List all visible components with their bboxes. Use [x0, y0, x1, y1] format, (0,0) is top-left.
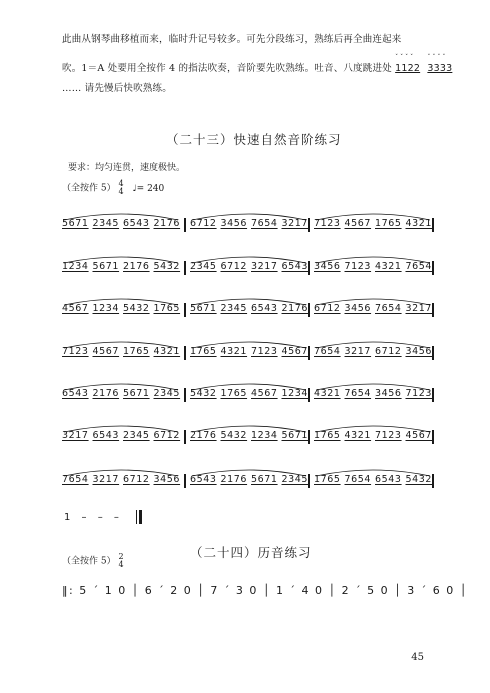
ex23-title: （二十三）快速自然音阶练习 [166, 132, 342, 147]
intro-line-2-text: 吹。1＝A 处要用全按作 4 的指法吹奏，音阶要先吹熟练。吐音、八度跳进处 [62, 63, 392, 74]
ex23-row [60, 295, 433, 335]
note-group: 2345 [123, 430, 150, 441]
note-group: 6712 [123, 474, 150, 485]
note-group: 5432 [123, 303, 150, 314]
barline [184, 346, 186, 360]
note-group: 6543 [375, 474, 402, 485]
barline [308, 303, 310, 317]
note-group: 4321 [405, 218, 433, 229]
note-group: 5671 [251, 474, 278, 485]
note-group: 1765 [220, 388, 248, 399]
ex23-row [60, 380, 433, 420]
barline [432, 346, 434, 360]
barline [432, 303, 434, 317]
note-group: 6543 [251, 303, 278, 314]
slur-arc [190, 422, 308, 436]
note-group: 1234 [251, 430, 278, 441]
note-group: 7123 [62, 346, 89, 357]
barline [184, 303, 186, 317]
note-group: 6543 [62, 388, 89, 399]
note-group: 5671 [62, 218, 89, 229]
slur-arc [190, 253, 308, 267]
barline [184, 430, 186, 444]
intro-example-2: 3333 [427, 63, 453, 74]
note-group: 7123 [344, 261, 372, 272]
note-group: 6712 [375, 346, 402, 357]
barline [308, 388, 310, 402]
ex23-tempo: ♩= 240 [132, 183, 165, 194]
note-group: 3456 [314, 261, 341, 272]
ex24-meter-bottom: 4 [118, 560, 124, 569]
ex23-meter-top: 4 [118, 179, 124, 188]
note-group: 4567 [251, 388, 278, 399]
slur-arc [190, 338, 308, 352]
barline [184, 474, 186, 488]
note-group: 1765 [190, 346, 217, 357]
note-group: 3217 [281, 218, 309, 229]
ex23-key: （全按作 5） [62, 183, 116, 194]
slur-arc [314, 253, 432, 267]
note-group: 6543 [281, 261, 309, 272]
ex24-meter-top: 2 [118, 552, 124, 561]
barline [308, 261, 310, 275]
ex23-row [60, 466, 433, 506]
note-group: 2176 [220, 474, 248, 485]
note-group: 7654 [405, 261, 433, 272]
note-group: 5432 [190, 388, 217, 399]
note-group: 2176 [123, 261, 150, 272]
note-group: 1234 [281, 388, 309, 399]
slur-arc [62, 338, 180, 352]
note-group: 3217 [251, 261, 278, 272]
note-group: 4567 [281, 346, 309, 357]
slur-arc [62, 253, 180, 267]
note-group: 7123 [375, 430, 402, 441]
intro-example-1: 1122 [395, 63, 421, 74]
note-group: 4321 [314, 388, 341, 399]
note-group: 1765 [314, 474, 341, 485]
ex24-meter [118, 553, 123, 569]
barline [308, 218, 310, 232]
slur-arc [314, 380, 432, 394]
barline [432, 261, 434, 275]
ex23-meter [118, 180, 123, 196]
note-group: 4567 [344, 218, 372, 229]
note-group: 2176 [92, 388, 120, 399]
barline [432, 430, 434, 444]
note-group: 7123 [405, 388, 433, 399]
note-group: 1765 [314, 430, 341, 441]
barline [308, 474, 310, 488]
note-group: 3217 [344, 346, 372, 357]
note-group: 3456 [153, 474, 181, 485]
note-group: 4321 [220, 346, 248, 357]
barline [432, 218, 434, 232]
slur-arc [62, 466, 180, 480]
slur-arc [62, 422, 180, 436]
note-group: 4567 [92, 346, 120, 357]
note-group: 1765 [153, 303, 181, 314]
note-group: 2345 [92, 218, 120, 229]
note-group: 1234 [92, 303, 120, 314]
barline [184, 388, 186, 402]
ex24-header [62, 553, 124, 569]
note-group: 2345 [281, 474, 309, 485]
note-group: 7654 [62, 474, 89, 485]
barline [184, 261, 186, 275]
intro-line-3: …… 请先慢后快吹熟练。 [62, 83, 172, 94]
slur-arc [62, 380, 180, 394]
note-group: 6543 [123, 218, 150, 229]
note-group: 3456 [344, 303, 372, 314]
note-group: 6712 [190, 218, 217, 229]
note-group: 7654 [251, 218, 278, 229]
note-group: 1765 [123, 346, 150, 357]
ex23-ending [64, 510, 142, 524]
ex24-line: ‖: 5 ˊ 1 0 │ 6 ˊ 2 0 │ 7 ˊ 3 0 │ 1 ˊ 4 0 │ 2 ˊ 5 0 │ 3 ˊ 6 0 │ [62, 584, 468, 597]
slur-arc [314, 422, 432, 436]
ex24-title: （二十四）历音练习 [190, 545, 312, 560]
page-number: 45 [411, 652, 424, 663]
note-group: 5671 [281, 430, 309, 441]
intro-line-2: 吹。1＝A 处要用全按作 4 的指法吹奏，音阶要先吹熟练。吐音、八度跳进处 ˇˇˇˇ 1122 ˇˇˇˇ 3333 [62, 54, 453, 74]
note-group: 1234 [62, 261, 89, 272]
barline [308, 430, 310, 444]
note-group: 3456 [405, 346, 433, 357]
note-group: 1765 [375, 218, 402, 229]
ex23-meter-bottom: 4 [118, 187, 124, 196]
slur-arc [314, 210, 432, 224]
note-group: 6712 [314, 303, 341, 314]
note-group: 7654 [314, 346, 341, 357]
note-group: 5671 [92, 261, 120, 272]
slur-arc [314, 338, 432, 352]
slur-arc [190, 380, 308, 394]
ex24-key: （全按作 5） [62, 556, 116, 567]
ex23-row [60, 338, 433, 378]
ex23-header [62, 180, 164, 196]
barline [184, 218, 186, 232]
ex23-requirement: 要求：均匀连贯，速度极快。 [68, 163, 186, 173]
note-group: 3456 [220, 218, 248, 229]
note-group: 3217 [62, 430, 89, 441]
slur-arc [62, 295, 180, 309]
note-group: 6543 [190, 474, 217, 485]
barline [308, 346, 310, 360]
note-group: 7123 [314, 218, 341, 229]
ex23-ending-notes: 1 – – – [64, 512, 123, 523]
note-group: 4321 [153, 346, 181, 357]
note-group: 7654 [344, 388, 372, 399]
note-group: 3217 [405, 303, 433, 314]
note-group: 4321 [344, 430, 372, 441]
note-group: 6712 [220, 261, 248, 272]
ex23-row [60, 210, 433, 250]
note-group: 2176 [281, 303, 309, 314]
intro-line-1: 此曲从钢琴曲移植而来，临时升记号较多。可先分段练习，熟练后再全曲连起来 [62, 34, 402, 45]
note-group: 6712 [153, 430, 181, 441]
note-group: 6543 [92, 430, 120, 441]
note-group: 4567 [62, 303, 89, 314]
barline [432, 388, 434, 402]
ex23-row [60, 422, 433, 462]
note-group: 3456 [375, 388, 402, 399]
note-group: 2345 [153, 388, 181, 399]
slur-arc [190, 466, 308, 480]
note-group: 5671 [123, 388, 150, 399]
note-group: 5432 [220, 430, 248, 441]
ex23-row [60, 253, 433, 293]
note-group: 2345 [220, 303, 248, 314]
note-group: 7654 [344, 474, 372, 485]
slur-arc [314, 295, 432, 309]
slur-arc [62, 210, 180, 224]
slur-arc [190, 210, 308, 224]
note-group: 5432 [153, 261, 181, 272]
note-group: 5671 [190, 303, 217, 314]
barline [432, 474, 434, 488]
slur-arc [314, 466, 432, 480]
note-group: 2345 [190, 261, 217, 272]
note-group: 7123 [251, 346, 278, 357]
note-group: 2176 [190, 430, 217, 441]
slur-arc [190, 295, 308, 309]
note-group: 5432 [405, 474, 433, 485]
note-group: 4567 [405, 430, 433, 441]
note-group: 2176 [153, 218, 181, 229]
note-group: 7654 [375, 303, 402, 314]
note-group: 4321 [375, 261, 402, 272]
note-group: 3217 [92, 474, 120, 485]
